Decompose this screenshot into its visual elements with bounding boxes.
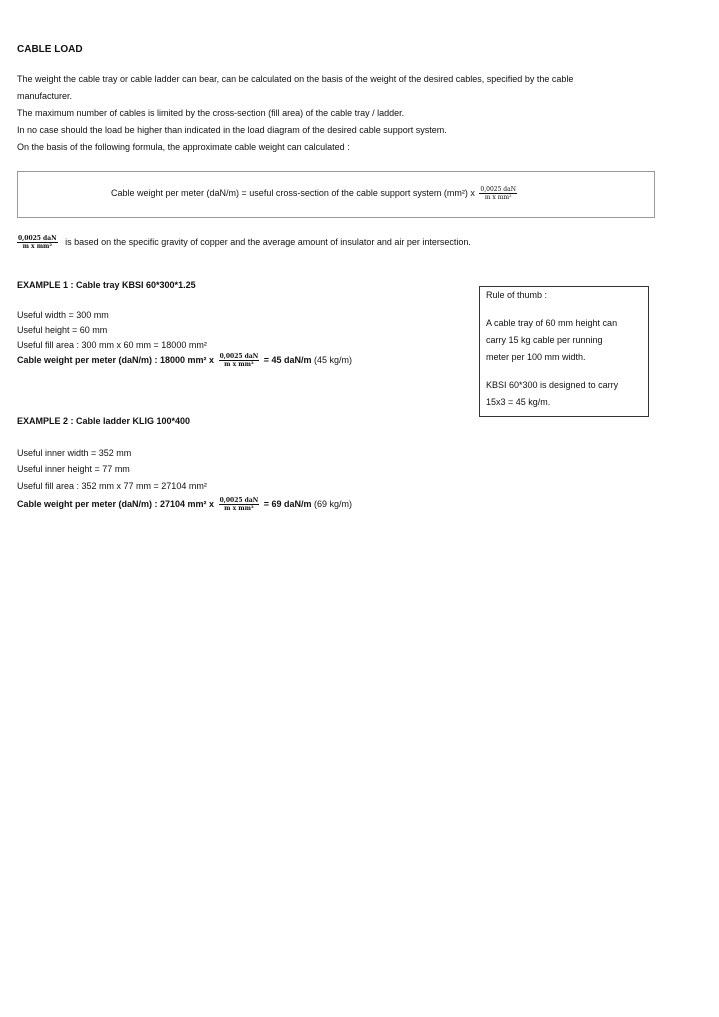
fraction-denominator: m x mm² [479, 193, 517, 201]
example1-height: Useful height = 60 mm [17, 325, 108, 335]
formula [111, 186, 519, 201]
note-fraction [17, 235, 58, 250]
example2-heading: EXAMPLE 2 : Cable ladder KLIG 100*400 [17, 416, 191, 426]
result-fraction [219, 497, 260, 512]
thumb-line-5: 15x3 = 45 kg/m. [486, 397, 551, 407]
example2-area: Useful fill area : 352 mm x 77 mm = 27104 mm² [17, 481, 207, 491]
result-value: = 45 daN/m [263, 354, 312, 365]
thumb-title: Rule of thumb : [486, 290, 548, 300]
note-text: is based on the specific gravity of copper and the average amount of insulator and air per intersection. [65, 236, 471, 247]
intro-line-3: The maximum number of cables is limited by the cross-section (fill area) of the cable tray / ladder. [17, 108, 405, 118]
fraction-numerator: 0,0025 daN [18, 235, 57, 242]
example2-height: Useful inner height = 77 mm [17, 464, 130, 474]
fraction-numerator: 0,0025 daN [480, 186, 516, 193]
example2-result [17, 497, 352, 512]
fraction-denominator: m x mm² [219, 504, 260, 512]
example1-area: Useful fill area : 300 mm x 60 mm = 18000 mm² [17, 340, 207, 350]
constant-note [17, 235, 471, 250]
intro-line-5: On the basis of the following formula, the approximate cable weight can calculated : [17, 142, 350, 152]
result-kg: (69 kg/m) [314, 498, 353, 509]
formula-box [17, 171, 655, 218]
fraction-numerator: 0,0025 daN [219, 353, 259, 360]
thumb-line-1: A cable tray of 60 mm height can [486, 318, 618, 328]
result-fraction [219, 353, 260, 368]
result-value: = 69 daN/m [263, 498, 312, 509]
intro-line-2: manufacturer. [17, 91, 73, 101]
intro-line-4: In no case should the load be higher than indicated in the load diagram of the desired cable support system. [17, 125, 447, 135]
thumb-line-3: meter per 100 mm width. [486, 352, 586, 362]
result-prefix: Cable weight per meter (daN/m) : 27104 mm² x [17, 498, 215, 509]
rule-of-thumb-box [479, 286, 649, 417]
formula-text: Cable weight per meter (daN/m) = useful cross-section of the cable support system (mm²) x [111, 187, 475, 198]
page-title: CABLE LOAD [17, 44, 83, 55]
result-prefix: Cable weight per meter (daN/m) : 18000 mm² x [17, 354, 215, 365]
fraction-denominator: m x mm² [17, 242, 58, 250]
thumb-line-2: carry 15 kg cable per running [486, 335, 603, 345]
example2-width: Useful inner width = 352 mm [17, 448, 132, 458]
example1-result [17, 353, 352, 368]
intro-line-1: The weight the cable tray or cable ladder can bear, can be calculated on the basis of the weight of the desired cables, specified by the cable [17, 74, 574, 84]
example1-width: Useful width = 300 mm [17, 310, 109, 320]
fraction-numerator: 0,0025 daN [219, 497, 259, 504]
result-kg: (45 kg/m) [314, 354, 353, 365]
example1-heading: EXAMPLE 1 : Cable tray KBSI 60*300*1.25 [17, 280, 196, 290]
thumb-line-4: KBSI 60*300 is designed to carry [486, 380, 619, 390]
fraction-denominator: m x mm² [219, 360, 260, 368]
formula-fraction [479, 186, 517, 201]
